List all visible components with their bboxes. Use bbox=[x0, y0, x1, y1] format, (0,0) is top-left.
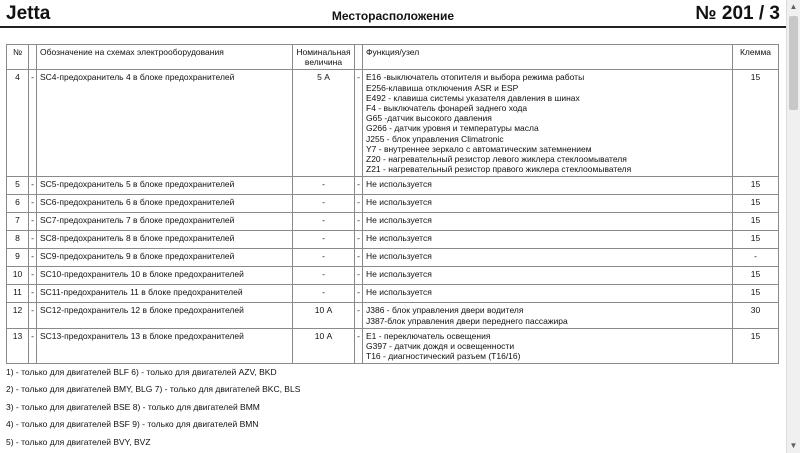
row-dash: - bbox=[355, 303, 363, 328]
table-row bbox=[7, 249, 779, 267]
fuse-rating: - bbox=[293, 231, 355, 249]
footnote: 2) - только для двигателей BMY, BLG 7) - только для двигателей BKC, BLS bbox=[6, 384, 301, 395]
fuse-functions bbox=[363, 231, 733, 249]
fuse-designation: SC13-предохранитель 13 в блоке предохранителей bbox=[37, 328, 293, 364]
function-line: J386 - блок управления двери водителя bbox=[366, 305, 524, 316]
row-dash: - bbox=[29, 213, 37, 231]
function-line: Z21 - нагревательный резистор правого жиклера стеклоомывателя bbox=[366, 164, 632, 175]
page-number: № 201 / 3 bbox=[695, 3, 780, 24]
fuse-functions bbox=[363, 70, 733, 177]
row-dash: - bbox=[29, 195, 37, 213]
function-line: J255 - блок управления Climatronic bbox=[366, 133, 504, 144]
row-number: 5 bbox=[7, 177, 29, 195]
footnote: 3) - только для двигателей BSE 8) - только для двигателей BMM bbox=[6, 401, 260, 412]
row-dash: - bbox=[29, 303, 37, 328]
row-dash: - bbox=[29, 249, 37, 267]
table-row bbox=[7, 328, 779, 364]
row-number: 11 bbox=[7, 285, 29, 303]
fuse-designation: SC12-предохранитель 12 в блоке предохранителей bbox=[37, 303, 293, 328]
fuse-terminal: 30 bbox=[733, 303, 779, 328]
fuse-rating: - bbox=[293, 267, 355, 285]
scroll-up-arrow-icon[interactable]: ▲ bbox=[789, 2, 798, 11]
row-dash: - bbox=[355, 70, 363, 177]
document-header bbox=[0, 0, 786, 28]
fuse-terminal: 15 bbox=[733, 231, 779, 249]
scroll-thumb[interactable] bbox=[789, 16, 798, 110]
fuse-functions bbox=[363, 213, 733, 231]
fuse-functions bbox=[363, 303, 733, 328]
fuse-terminal: 15 bbox=[733, 70, 779, 177]
row-dash: - bbox=[29, 285, 37, 303]
function-line: F4 - выключатель фонарей заднего хода bbox=[366, 103, 528, 114]
function-line: Не используется bbox=[366, 251, 432, 262]
fuse-terminal: 15 bbox=[733, 195, 779, 213]
row-dash: - bbox=[355, 267, 363, 285]
fuse-terminal: 15 bbox=[733, 177, 779, 195]
table-row bbox=[7, 70, 779, 177]
fuse-terminal: - bbox=[733, 249, 779, 267]
vertical-scrollbar[interactable] bbox=[786, 0, 800, 453]
function-line: G397 - датчик дождя и освещенности bbox=[366, 341, 515, 352]
row-dash: - bbox=[29, 70, 37, 177]
fuse-designation: SC5-предохранитель 5 в блоке предохранителей bbox=[37, 177, 293, 195]
table-row bbox=[7, 177, 779, 195]
row-dash: - bbox=[355, 249, 363, 267]
fuse-designation: SC4-предохранитель 4 в блоке предохранителей bbox=[37, 70, 293, 177]
row-number: 6 bbox=[7, 195, 29, 213]
function-line: Y7 - внутреннее зеркало с автоматическим затемнением bbox=[366, 143, 592, 154]
function-line: E492 - клавиша системы указателя давления в шинах bbox=[366, 92, 580, 103]
row-dash: - bbox=[355, 328, 363, 364]
fuse-rating: - bbox=[293, 213, 355, 231]
fuse-functions bbox=[363, 195, 733, 213]
row-dash: - bbox=[355, 213, 363, 231]
row-number: 13 bbox=[7, 328, 29, 364]
fuse-designation: SC6-предохранитель 6 в блоке предохранителей bbox=[37, 195, 293, 213]
row-number: 8 bbox=[7, 231, 29, 249]
fuse-functions bbox=[363, 177, 733, 195]
row-number: 10 bbox=[7, 267, 29, 285]
table-row bbox=[7, 267, 779, 285]
fuse-rating: 10 А bbox=[293, 303, 355, 328]
row-number: 9 bbox=[7, 249, 29, 267]
function-line: E1 - переключатель освещения bbox=[366, 330, 491, 341]
function-line: G65 -датчик высокого давления bbox=[366, 113, 492, 124]
row-dash: - bbox=[29, 267, 37, 285]
row-dash: - bbox=[29, 328, 37, 364]
fuse-designation: SC8-предохранитель 8 в блоке предохранителей bbox=[37, 231, 293, 249]
row-dash: - bbox=[355, 177, 363, 195]
footnote: 1) - только для двигателей BLF 6) - только для двигателей AZV, BKD bbox=[6, 367, 277, 377]
footnotes bbox=[6, 366, 300, 453]
header-terminal: Клемма bbox=[733, 45, 779, 70]
function-line: J387-блок управления двери переднего пассажира bbox=[366, 315, 568, 326]
header-designation: Обозначение на схемах электрооборудования bbox=[37, 45, 293, 70]
fuse-designation: SC9-предохранитель 9 в блоке предохранителей bbox=[37, 249, 293, 267]
table-row bbox=[7, 303, 779, 328]
fuse-rating: 5 А bbox=[293, 70, 355, 177]
function-line: E16 -выключатель отопителя и выбора режима работы bbox=[366, 72, 585, 83]
row-dash: - bbox=[29, 177, 37, 195]
fuse-designation: SC11-предохранитель 11 в блоке предохранителей bbox=[37, 285, 293, 303]
fuse-functions bbox=[363, 267, 733, 285]
model-name: Jetta bbox=[6, 3, 51, 24]
header-spacer bbox=[29, 45, 37, 70]
row-dash: - bbox=[355, 195, 363, 213]
header-rating: Номинальная величина bbox=[293, 45, 355, 70]
scroll-down-arrow-icon[interactable]: ▼ bbox=[789, 441, 798, 450]
table-row bbox=[7, 213, 779, 231]
fuse-designation: SC7-предохранитель 7 в блоке предохранителей bbox=[37, 213, 293, 231]
fuse-functions bbox=[363, 328, 733, 364]
function-line: Z20 - нагревательный резистор левого жиклера стеклоомывателя bbox=[366, 154, 627, 165]
fuse-functions bbox=[363, 249, 733, 267]
fuse-terminal: 15 bbox=[733, 267, 779, 285]
fuse-terminal: 15 bbox=[733, 285, 779, 303]
footnote: 5) - только для двигателей BVY, BVZ bbox=[6, 436, 151, 447]
fuse-designation: SC10-предохранитель 10 в блоке предохранителей bbox=[37, 267, 293, 285]
row-number: 7 bbox=[7, 213, 29, 231]
fuse-terminal: 15 bbox=[733, 328, 779, 364]
fuse-rating: - bbox=[293, 177, 355, 195]
row-dash: - bbox=[29, 231, 37, 249]
function-line: E256-клавиша отключения ASR и ESP bbox=[366, 82, 519, 93]
fuse-terminal: 15 bbox=[733, 213, 779, 231]
header-num: № bbox=[7, 45, 29, 70]
fuse-rating: - bbox=[293, 195, 355, 213]
row-number: 4 bbox=[7, 70, 29, 177]
function-line: Не используется bbox=[366, 269, 432, 280]
fuse-rating: - bbox=[293, 249, 355, 267]
footnote: 4) - только для двигателей BSF 9) - только для двигателей BMN bbox=[6, 419, 259, 430]
function-line: Не используется bbox=[366, 197, 432, 208]
fuse-rating: - bbox=[293, 285, 355, 303]
header-spacer bbox=[355, 45, 363, 70]
fuse-rating: 10 А bbox=[293, 328, 355, 364]
table-header-row bbox=[7, 45, 779, 70]
table-row bbox=[7, 195, 779, 213]
row-number: 12 bbox=[7, 303, 29, 328]
function-line: G266 - датчик уровня и температуры масла bbox=[366, 123, 539, 134]
function-line: Не используется bbox=[366, 233, 432, 244]
page-title: Месторасположение bbox=[331, 9, 455, 23]
fuse-functions bbox=[363, 285, 733, 303]
function-line: T16 - диагностический разъем (T16/16) bbox=[366, 351, 521, 362]
header-function: Функция/узел bbox=[363, 45, 733, 70]
table-row bbox=[7, 231, 779, 249]
fuse-table bbox=[6, 44, 779, 364]
function-line: Не используется bbox=[366, 287, 432, 298]
row-dash: - bbox=[355, 231, 363, 249]
row-dash: - bbox=[355, 285, 363, 303]
table-row bbox=[7, 285, 779, 303]
function-line: Не используется bbox=[366, 179, 432, 190]
function-line: Не используется bbox=[366, 215, 432, 226]
